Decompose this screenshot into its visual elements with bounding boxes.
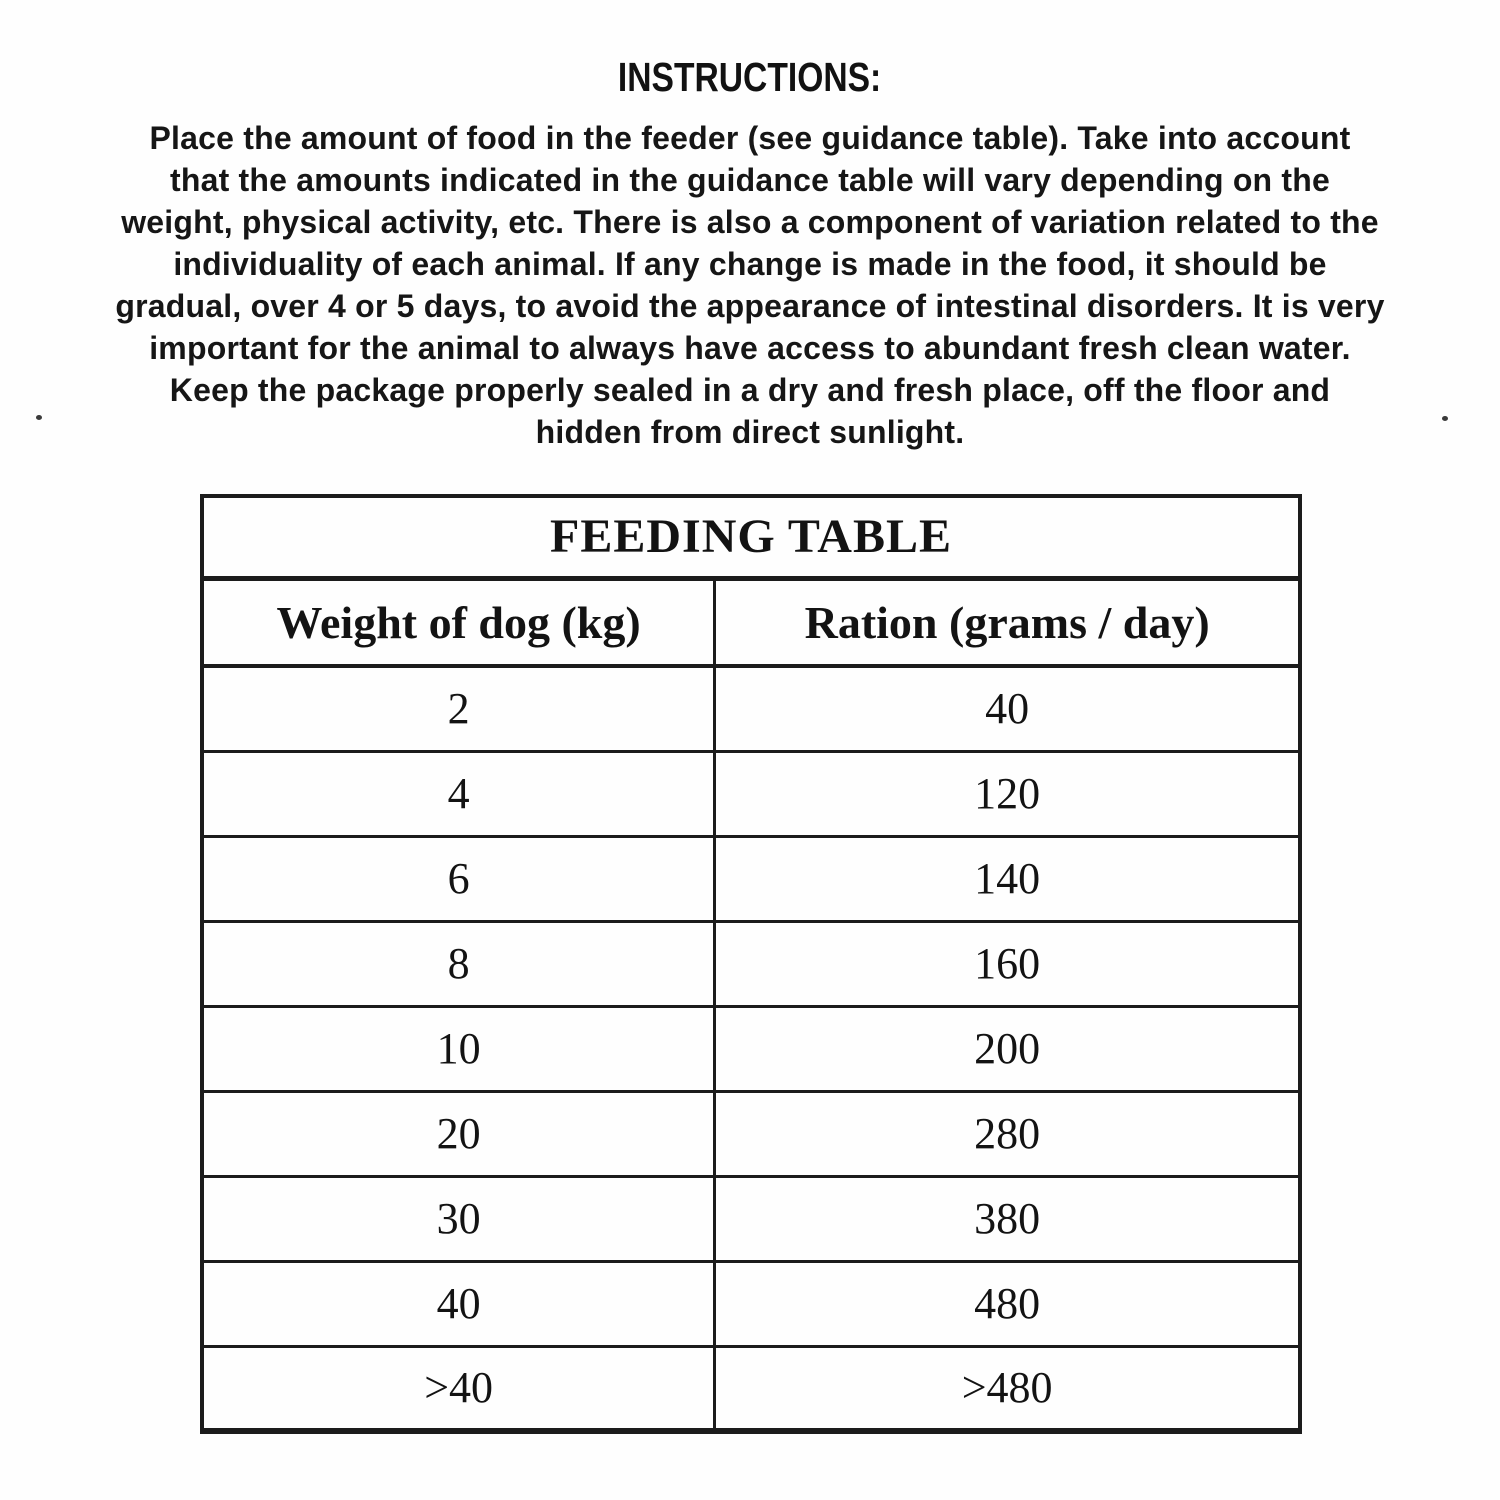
table-row	[202, 666, 1300, 751]
ration-cell: 40	[715, 666, 1300, 751]
weight-cell: 10	[202, 1006, 715, 1091]
table-row	[202, 836, 1300, 921]
column-header-weight: Weight of dog (kg)	[202, 578, 715, 666]
column-header-ration: Ration (grams / day)	[715, 578, 1300, 666]
instructions-line: that the amounts indicated in the guidance table will vary depending on the	[169, 162, 1330, 198]
ration-cell: 120	[715, 751, 1300, 836]
instructions-paragraph	[0, 117, 1500, 453]
instructions-line: weight, physical activity, etc. There is also a component of variation related to the	[121, 204, 1379, 240]
weight-cell: 30	[202, 1176, 715, 1261]
feeding-table-title: FEEDING TABLE	[202, 496, 1300, 578]
table-row	[202, 1346, 1300, 1431]
feeding-table-body	[202, 666, 1300, 1431]
instructions-line: gradual, over 4 or 5 days, to avoid the appearance of intestinal disorders. It is very	[115, 288, 1385, 324]
instructions-line: important for the animal to always have access to abundant fresh clean water.	[149, 330, 1351, 366]
instructions-line: hidden from direct sunlight.	[535, 414, 965, 450]
table-row	[202, 1006, 1300, 1091]
instructions-section	[0, 54, 1500, 453]
instructions-line: individuality of each animal. If any change is made in the food, it should be	[173, 246, 1327, 282]
feeding-table-title-row	[202, 496, 1300, 578]
weight-cell: 40	[202, 1261, 715, 1346]
instructions-line: Keep the package properly sealed in a dry and fresh place, off the floor and	[169, 372, 1331, 408]
table-row	[202, 1091, 1300, 1176]
ration-cell: 280	[715, 1091, 1300, 1176]
ration-cell: 480	[715, 1261, 1300, 1346]
table-row	[202, 1176, 1300, 1261]
ration-cell: >480	[715, 1346, 1300, 1431]
weight-cell: 4	[202, 751, 715, 836]
feeding-table-header-row	[202, 578, 1300, 666]
table-row	[202, 921, 1300, 1006]
table-row	[202, 751, 1300, 836]
ration-cell: 380	[715, 1176, 1300, 1261]
weight-cell: 2	[202, 666, 715, 751]
ration-cell: 200	[715, 1006, 1300, 1091]
scan-speck-left	[36, 415, 42, 420]
scan-speck-right	[1442, 416, 1448, 421]
weight-cell: 20	[202, 1091, 715, 1176]
instructions-title: INSTRUCTIONS:	[618, 54, 882, 100]
weight-cell: 8	[202, 921, 715, 1006]
weight-cell: 6	[202, 836, 715, 921]
instructions-line: Place the amount of food in the feeder (see guidance table). Take into account	[149, 120, 1351, 156]
weight-cell: >40	[202, 1346, 715, 1431]
ration-cell: 160	[715, 921, 1300, 1006]
ration-cell: 140	[715, 836, 1300, 921]
table-row	[202, 1261, 1300, 1346]
feeding-table	[200, 494, 1302, 1434]
